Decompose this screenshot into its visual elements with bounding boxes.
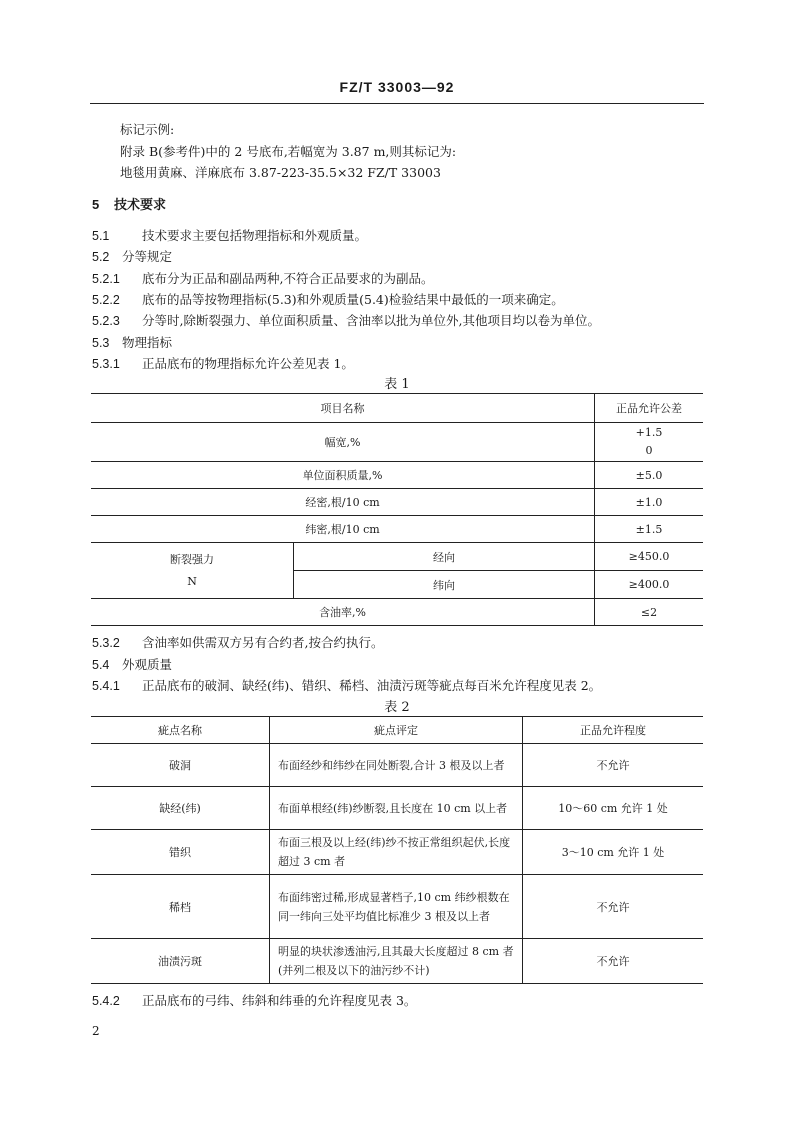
para-number: 5.2 [92, 250, 110, 264]
para-number: 5.3.2 [92, 636, 120, 650]
header-tolerance: 正品允许公差 [595, 394, 703, 423]
strength-unit: N [187, 574, 197, 588]
para-number: 5.2.3 [92, 314, 120, 328]
header-item: 项目名称 [91, 394, 595, 423]
header-rule [90, 103, 704, 104]
para-5-1 [92, 226, 367, 244]
cell-tolerance: ±5.0 [595, 462, 703, 489]
table-row [91, 516, 703, 543]
table-row [91, 489, 703, 516]
cell-defect-name: 错织 [91, 830, 270, 875]
cell-defect-name: 稀档 [91, 875, 270, 939]
table-row [91, 543, 703, 571]
para-5-4 [92, 655, 172, 673]
page-header: FZ/T 33003—92 [339, 79, 455, 95]
table-header-row [91, 717, 703, 744]
para-text: 底布分为正品和副品两种,不符合正品要求的为副品。 [142, 271, 434, 286]
cell-allowance: 3～10 cm 允许 1 处 [523, 830, 704, 875]
cell-defect-name: 破洞 [91, 744, 270, 787]
marking-line-1: 附录 B(参考件)中的 2 号底布,若幅宽为 3.87 m,则其标记为: [120, 144, 457, 159]
cell-tolerance: ≥450.0 [595, 543, 703, 571]
para-number: 5.2.1 [92, 272, 120, 286]
para-5-3 [92, 333, 172, 351]
para-text: 正品底布的破洞、缺经(纬)、错织、稀档、油渍污斑等疵点每百米允许程度见表 2。 [142, 678, 602, 693]
para-number: 5.1 [92, 229, 110, 243]
para-text: 物理指标 [122, 335, 173, 350]
para-5-2-1 [92, 269, 433, 287]
cell-item: 单位面积质量,% [91, 462, 595, 489]
para-number: 5.4.2 [92, 994, 120, 1008]
cell-allowance: 不允许 [523, 939, 704, 984]
para-5-2-3 [92, 311, 600, 329]
cell-allowance: 10～60 cm 允许 1 处 [523, 787, 704, 830]
strength-label: 断裂强力 [170, 552, 214, 566]
cell-defect-desc: 布面单根经(纬)纱断裂,且长度在 10 cm 以上者 [270, 787, 523, 830]
cell-defect-desc: 布面纬密过稀,形成显著档子,10 cm 纬纱根数在同一纬向三处平均值比标准少 3 根及以上者 [270, 875, 523, 939]
cell-item: 经密,根/10 cm [91, 489, 595, 516]
para-text: 底布的品等按物理指标(5.3)和外观质量(5.4)检验结果中最低的一项来确定。 [142, 292, 564, 307]
table-row [91, 599, 703, 626]
section-5-heading [92, 194, 166, 213]
header-allowance: 正品允许程度 [523, 717, 704, 744]
table-row [91, 787, 703, 830]
table-row [91, 462, 703, 489]
marking-line-2: 地毯用黄麻、洋麻底布 3.87-223-35.5×32 FZ/T 33003 [120, 165, 441, 180]
cell-tolerance: ≤2 [595, 599, 703, 626]
cell-allowance: 不允许 [523, 744, 704, 787]
section-title: 技术要求 [114, 197, 167, 212]
para-text: 正品底布的弓纬、纬斜和纬垂的允许程度见表 3。 [142, 993, 417, 1008]
cell-item: 含油率,% [91, 599, 595, 626]
cell-tolerance: ≥400.0 [595, 571, 703, 599]
cell-item: 幅宽,% [91, 423, 595, 462]
para-5-3-2 [92, 633, 383, 651]
para-5-2 [92, 247, 172, 265]
table-row [91, 423, 703, 462]
table-2-caption: 表 2 [384, 700, 410, 715]
para-number: 5.3.1 [92, 357, 120, 371]
table-2 [91, 716, 703, 984]
para-text: 正品底布的物理指标允许公差见表 1。 [142, 356, 354, 371]
cell-defect-desc: 布面三根及以上经(纬)纱不按正常组织起伏,长度超过 3 cm 者 [270, 830, 523, 875]
cell-defect-desc: 明显的块状渗透油污,且其最大长度超过 8 cm 者(并列二根及以下的油污纱不计) [270, 939, 523, 984]
cell-defect-name: 油渍污斑 [91, 939, 270, 984]
para-number: 5.4.1 [92, 679, 120, 693]
table-1 [91, 393, 703, 626]
para-5-3-1 [92, 354, 354, 372]
section-number: 5 [92, 197, 100, 212]
para-number: 5.3 [92, 336, 110, 350]
cell-allowance: 不允许 [523, 875, 704, 939]
para-5-2-2 [92, 290, 564, 308]
table-row [91, 744, 703, 787]
para-5-4-1 [92, 676, 601, 694]
table-row [91, 830, 703, 875]
table-1-caption: 表 1 [384, 377, 410, 392]
cell-direction: 经向 [294, 543, 595, 571]
header-defect-rating: 疵点评定 [270, 717, 523, 744]
para-text: 外观质量 [122, 657, 173, 672]
tol-minus: 0 [645, 444, 653, 457]
header-defect-name: 疵点名称 [91, 717, 270, 744]
table-row [91, 939, 703, 984]
page-number: 2 [92, 1024, 100, 1038]
cell-direction: 纬向 [294, 571, 595, 599]
para-5-4-2 [92, 991, 416, 1009]
para-text: 分等规定 [122, 249, 173, 264]
para-text: 技术要求主要包括物理指标和外观质量。 [142, 228, 368, 243]
para-number: 5.2.2 [92, 293, 120, 307]
cell-tolerance [595, 423, 703, 462]
cell-item: 纬密,根/10 cm [91, 516, 595, 543]
para-text: 含油率如供需双方另有合约者,按合约执行。 [142, 635, 384, 650]
para-number: 5.4 [92, 658, 110, 672]
table-row [91, 875, 703, 939]
para-text: 分等时,除断裂强力、单位面积质量、含油率以批为单位外,其他项目均以卷为单位。 [142, 313, 600, 328]
cell-tolerance: ±1.0 [595, 489, 703, 516]
cell-tolerance: ±1.5 [595, 516, 703, 543]
cell-item-strength [91, 543, 294, 599]
cell-defect-desc: 布面经纱和纬纱在同处断裂,合计 3 根及以上者 [270, 744, 523, 787]
table-header-row [91, 394, 703, 423]
tol-plus: +1.5 [635, 426, 663, 439]
cell-defect-name: 缺经(纬) [91, 787, 270, 830]
marking-label: 标记示例: [120, 122, 175, 137]
